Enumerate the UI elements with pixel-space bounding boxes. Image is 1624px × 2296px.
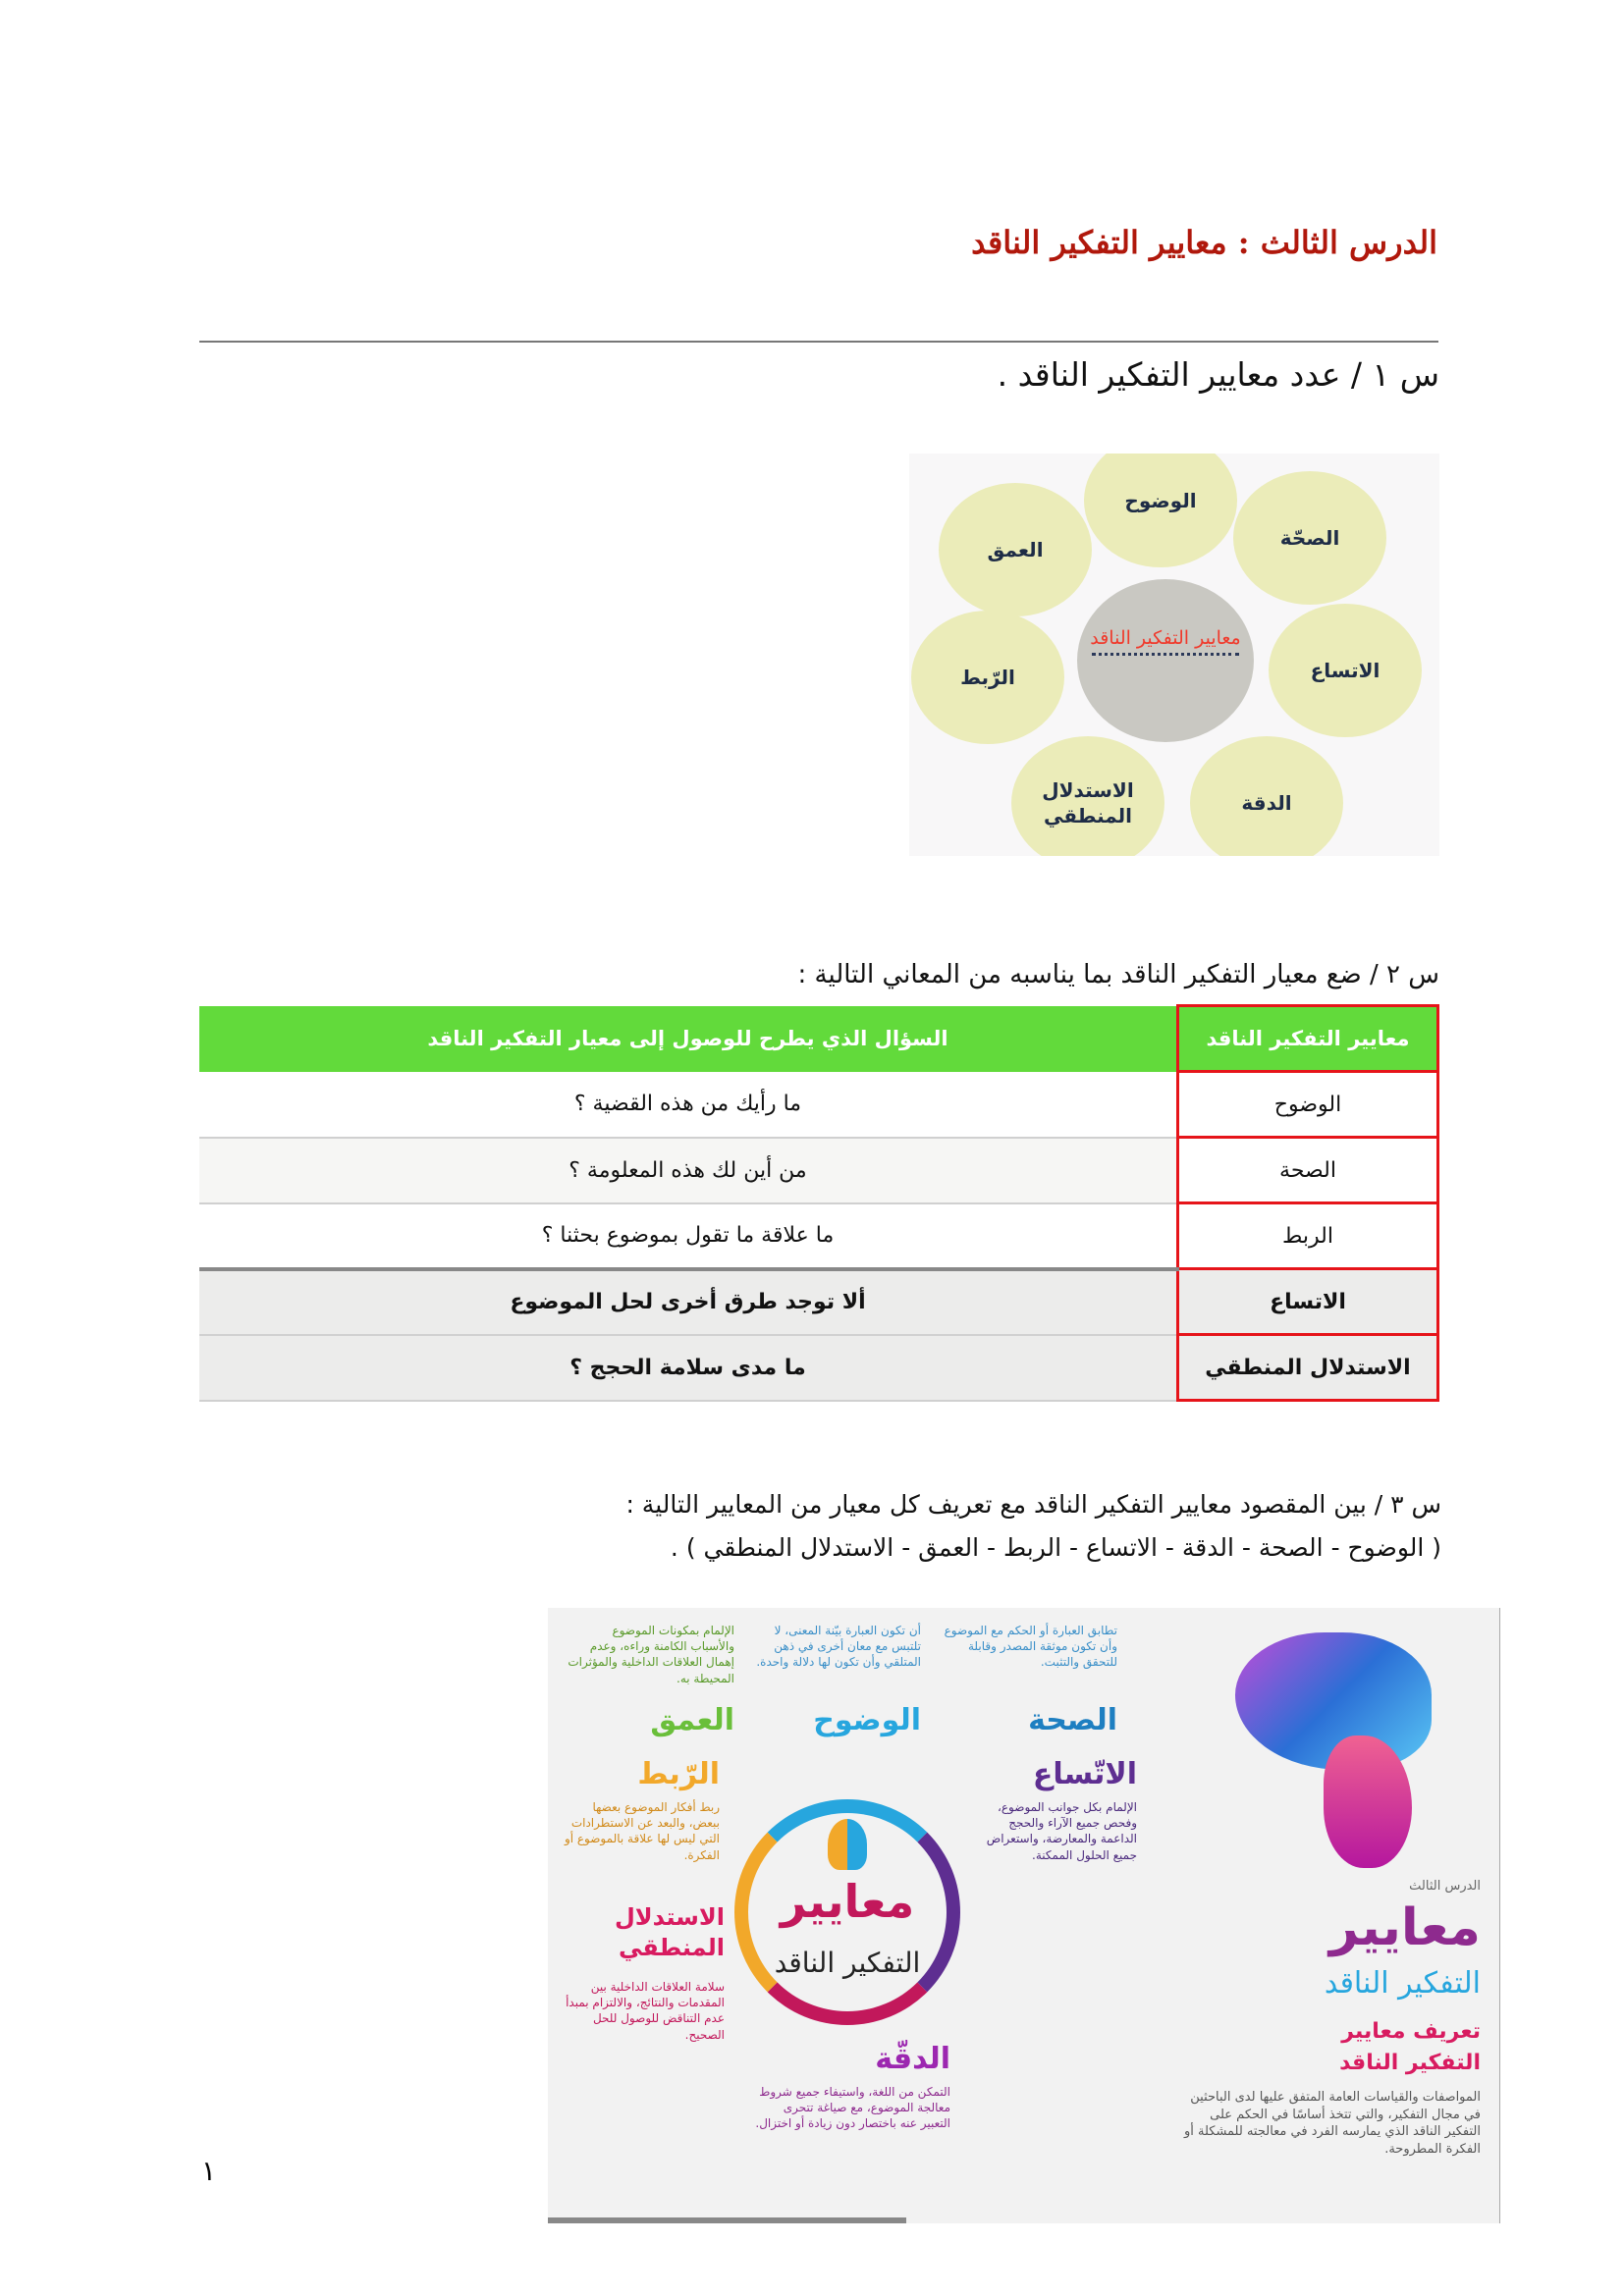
question-2: س ٢ / ضع معيار التفكير الناقد بما يناسبه من المعاني التالية :	[797, 960, 1439, 989]
def-text: المواصفات والقياسات العامة المتفق عليها لدى الباحثين في مجال التفكير، والتي تتخذ أساسًا في الحكم على التفكير الناقد الذي يمارسه الفرد في معالجته للمشكلة أو الفكرة المطروحة.	[1183, 2090, 1481, 2157]
criterion-precision-circle	[1190, 736, 1343, 856]
criterion-relevance: الرّبط	[960, 666, 1015, 689]
info-brand-title: معايير	[1328, 1898, 1481, 1957]
cell-question: ما رأيك من هذه القضية ؟	[199, 1072, 1178, 1138]
def-title-2: التفكير الناقد	[1339, 2051, 1481, 2075]
info-desc-logic: سلامة العلاقات الداخلية بين المقدمات والنتائج، والالتزام بمبدأ عدم التناقض للوصول للحل الصحيح.	[566, 1980, 725, 2042]
info-lesson: الدرس الثالث	[1409, 1879, 1481, 1894]
info-desc-relevance: ربط أفكار الموضوع بعضها ببعض، والبعد عن الاستطرادات التي ليس لها علاقة بالموضوع أو الفكرة.	[564, 1800, 720, 1862]
criterion-depth: العمق	[987, 538, 1044, 561]
info-label-clarity: الوضوح	[813, 1703, 921, 1737]
info-label-logic: الاستدلال المنطقي	[614, 1903, 725, 1962]
info-label-breadth: الاتّساع	[1032, 1757, 1137, 1791]
cell-question: من أين لك هذه المعلومة ؟	[199, 1138, 1178, 1203]
criterion-logic-circle	[1011, 736, 1164, 856]
question-3: س ٣ / بين المقصود معايير التفكير الناقد مع تعريف كل معيار من المعايير التالية :	[625, 1490, 1441, 1519]
criterion-relevance-circle	[911, 611, 1064, 744]
info-center-subtitle: التفكير الناقد	[774, 1947, 921, 1979]
criterion-breadth-circle	[1269, 604, 1422, 737]
def-title-1: تعريف معايير	[1341, 2019, 1481, 2044]
question-1: س ١ / عدد معايير التفكير الناقد .	[997, 355, 1439, 394]
criteria-diagram	[909, 454, 1439, 856]
criteria-table	[199, 1004, 1439, 1402]
info-desc-accuracy: تطابق العبارة أو الحكم مع الموضوع وأن تكون موثقة المصدر وقابلة للتحقق والتثبت.	[944, 1624, 1117, 1670]
horizontal-scrollbar[interactable]	[548, 2217, 906, 2223]
criterion-precision: الدقة	[1241, 791, 1292, 815]
cell-criterion: الصحة	[1178, 1138, 1438, 1203]
question-3-list: ( الوضوح - الصحة - الدقة - الاتساع - الربط - العمق - الاستدلال المنطقي ) .	[670, 1533, 1441, 1562]
center-label: معايير التفكير الناقد	[1090, 626, 1241, 649]
info-brand-subtitle: التفكير الناقد	[1324, 1966, 1481, 2001]
info-desc-clarity: أن تكون العبارة بيّنة المعنى، لا تلتبس مع معان أخرى في ذهن المتلقي وأن تكون لها دلالة واحدة.	[756, 1624, 921, 1670]
infographic	[548, 1608, 1500, 2223]
criterion-depth-circle	[939, 483, 1092, 616]
info-desc-depth: الإلمام بمكونات الموضوع والأسباب الكامنة وراءه، وعدم إهمال العلاقات الداخلية والمؤثرات المحيطة به.	[568, 1624, 734, 1685]
lesson-title: الدرس الثالث : معايير التفكير الناقد	[971, 224, 1437, 261]
page-number: ١	[201, 2155, 217, 2187]
cell-question: ألا توجد طرق أخرى لحل الموضوع	[199, 1269, 1178, 1335]
info-desc-breadth: الإلمام بكل جوانب الموضوع، وفحص جميع الآراء والحجج الداعمة والمعارضة، واستعراض جميع الحلول الممكنة.	[986, 1800, 1137, 1862]
divider	[199, 341, 1438, 343]
cell-criterion: الاتساع	[1178, 1269, 1438, 1335]
diagram-center	[1077, 579, 1254, 742]
header-criterion: معايير التفكير الناقد	[1178, 1006, 1438, 1072]
info-center-title: معايير	[780, 1875, 915, 1928]
info-label-accuracy: الصحة	[1028, 1703, 1117, 1737]
criterion-clarity: الوضوح	[1124, 489, 1197, 512]
cell-criterion: الوضوح	[1178, 1072, 1438, 1138]
criterion-clarity-circle	[1084, 454, 1237, 567]
cell-criterion: الربط	[1178, 1203, 1438, 1269]
info-label-precision: الدقّة	[875, 2042, 950, 2076]
cell-criterion: الاستدلال المنطقي	[1178, 1335, 1438, 1401]
criterion-breadth: الاتساع	[1310, 659, 1380, 682]
info-label-depth: العمق	[650, 1703, 734, 1737]
info-label-relevance: الرّبط	[637, 1757, 720, 1791]
brain-bulb-icon	[828, 1819, 867, 1870]
header-question: السؤال الذي يطرح للوصول إلى معيار التفكير الناقد	[199, 1006, 1178, 1072]
criterion-accuracy-circle	[1233, 471, 1386, 605]
cell-question: ما مدى سلامة الحجج ؟	[199, 1335, 1178, 1401]
cell-question: ما علاقة ما تقول بموضوع بحثنا ؟	[199, 1203, 1178, 1269]
criterion-accuracy: الصحّة	[1279, 526, 1340, 550]
criterion-logic: الاستدلال المنطقي	[1042, 778, 1134, 828]
info-desc-precision: التمكن من اللغة، واستيفاء جميع شروط معالجة الموضوع، مع صياغة تتحرى التعبير عنه باختصار دون زيادة أو اختزال.	[755, 2085, 950, 2131]
